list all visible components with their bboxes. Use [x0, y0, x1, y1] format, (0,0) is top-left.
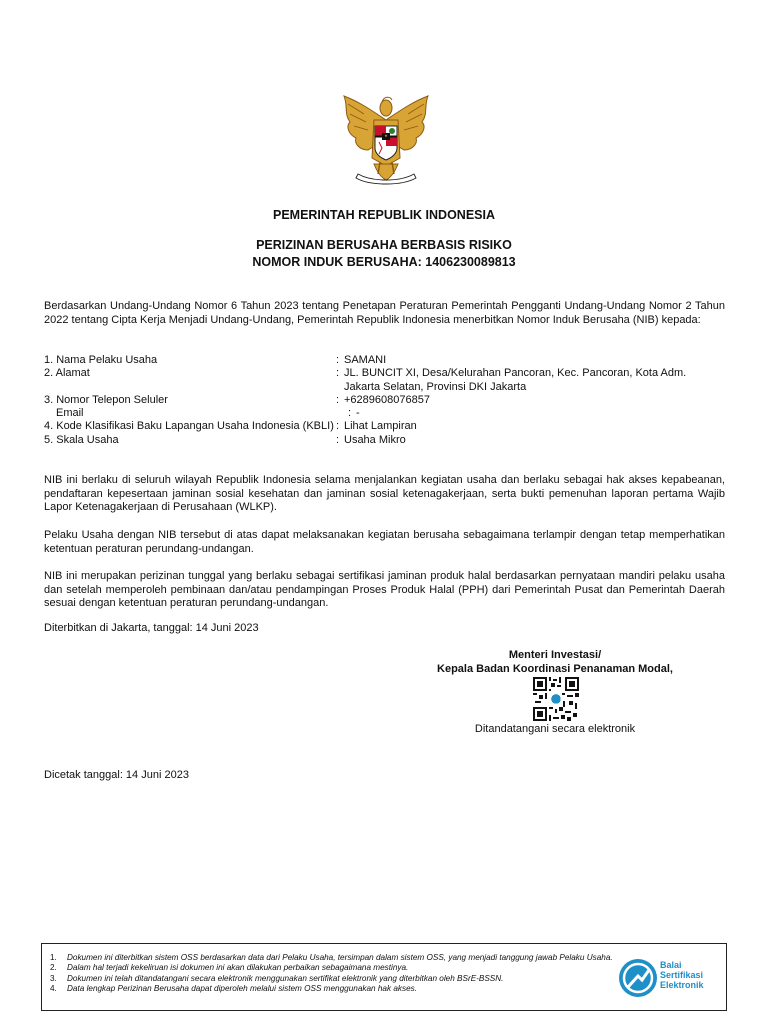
nib-number: NOMOR INDUK BERUSAHA: 1406230089813: [252, 255, 516, 269]
field-label: 5. Skala Usaha: [44, 433, 119, 446]
document-title: PERIZINAN BERUSAHA BERBASIS RISIKO: [256, 238, 512, 252]
footer-notes-list: [50, 953, 615, 994]
signatory-block: [400, 648, 710, 676]
signatory-line-2: Kepala Badan Koordinasi Penanaman Modal,: [437, 663, 673, 675]
field-colon: :: [336, 433, 340, 446]
field-label: Email: [56, 407, 84, 420]
footer-notes-box: [41, 943, 727, 1011]
signatory-line-1: Menteri Investasi/: [508, 649, 602, 661]
nib-validity-paragraph: NIB ini berlaku di seluruh wilayah Republik Indonesia selama menjalankan kegiatan usaha dan berlaku sebagai hak akses kepabeanan, pendaftaran kepesertaan jaminan sosial kesehatan dan jaminan sosial ketenagakerjaan, serta bukti pemenuhan laporan pertama Wajib Lapor Ketenagakerjaan di Perusahaan (WLKP).: [44, 474, 725, 513]
nib-halal-paragraph: NIB ini merupakan perizinan tunggal yang berlaku sebagai sertifikasi jaminan produk halal berdasarkan pernyataan mandiri pelaku usaha dan setelah memperoleh pembinaan dan/atau pendampingan Proses Produk Halal (PPH) dari Pemerintah Pusat dan Pemerintah Daerah sesuai dengan ketentuan peraturan perundang-undangan.: [44, 570, 725, 609]
printed-date: Dicetak tanggal: 14 Juni 2023: [44, 769, 189, 781]
field-value: +6289608076857: [344, 393, 430, 406]
issued-date: Diterbitkan di Jakarta, tanggal: 14 Juni 2023: [44, 622, 259, 634]
list-item: 2. Dalam hal terjadi kekeliruan isi dokumen ini akan dilakukan perbaikan sebagaimana mestinya.: [50, 963, 409, 973]
field-row-name: [44, 354, 725, 367]
list-item: 3. Dokumen ini telah ditandatangani secara elektronik menggunakan sertifikat elektronik yang diterbitkan oleh BSrE-BSSN.: [50, 973, 504, 983]
list-item: 4. Data lengkap Perizinan Berusaha dapat diperoleh melalui sistem OSS menggunakan hak akses.: [50, 983, 417, 993]
field-row-scale: [44, 434, 725, 447]
field-row-phone: [44, 394, 725, 407]
field-row-address: [44, 367, 725, 394]
intro-paragraph: Berdasarkan Undang-Undang Nomor 6 Tahun 2023 tentang Penetapan Peraturan Pemerintah Pengganti Undang-Undang Nomor 2 Tahun 2022 tentang Cipta Kerja Menjadi Undang-Undang, Pemerintah Republik Indonesia menerbitkan Nomor Induk Berusaha (NIB) kepada:: [44, 300, 725, 326]
field-label: 2. Alamat: [44, 367, 90, 380]
field-colon: :: [336, 420, 340, 433]
field-value: SAMANI: [344, 354, 387, 366]
field-colon: :: [336, 393, 340, 406]
garuda-emblem-icon: [334, 92, 438, 192]
field-value: -: [356, 407, 360, 420]
e-signed-note: Ditandatangani secara elektronik: [474, 723, 636, 735]
qr-code-icon: [533, 677, 579, 721]
business-details: [44, 354, 725, 447]
field-row-email: [44, 407, 725, 420]
field-label: 3. Nomor Telepon Seluler: [44, 393, 168, 406]
government-heading: PEMERINTAH REPUBLIK INDONESIA: [272, 208, 495, 222]
field-label: 1. Nama Pelaku Usaha: [44, 354, 158, 366]
list-item: 1. Dokumen ini diterbitkan sistem OSS berdasarkan data dari Pelaku Usaha, tersimpan dalam sistem OSS, yang menjadi tanggung jawab Pelaku Usaha.: [50, 953, 613, 962]
field-colon: :: [336, 354, 340, 366]
field-label: 4. Kode Klasifikasi Baku Lapangan Usaha Indonesia (KBLI): [44, 420, 334, 433]
field-value: JL. BUNCIT XI, Desa/Kelurahan Pancoran, Kec. Pancoran, Kota Adm. Jakarta Selatan, Provinsi DKI Jakarta: [344, 367, 687, 393]
nib-activity-paragraph: Pelaku Usaha dengan NIB tersebut di atas dapat melaksanakan kegiatan berusaha sebagaimana terlampir dengan tetap memperhatikan ketentuan peraturan perundang-undangan.: [44, 529, 725, 555]
field-row-kbli: [44, 420, 725, 433]
field-colon: :: [348, 407, 352, 420]
bsre-logo-text: Balai Sertifikasi Elektronik: [660, 960, 704, 990]
field-colon: :: [336, 367, 340, 380]
field-value: Usaha Mikro: [344, 433, 406, 446]
field-value: Lihat Lampiran: [344, 420, 417, 433]
